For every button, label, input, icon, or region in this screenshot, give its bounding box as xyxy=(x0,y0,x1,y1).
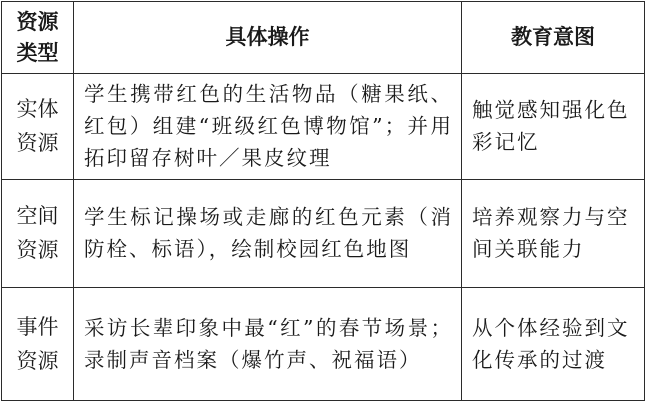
header-resource-type-line1: 资源 xyxy=(16,9,59,34)
table-header-row xyxy=(2,2,645,74)
header-resource-type xyxy=(2,2,74,74)
resource-type-line1: 实体 xyxy=(16,97,59,122)
operation-cell: 学生标记操场或走廊的红色元素（消防栓、标语），绘制校园红色地图 xyxy=(74,179,462,288)
resource-type-line2: 资源 xyxy=(16,131,59,156)
header-resource-type-line2: 类型 xyxy=(16,40,59,65)
table-row xyxy=(2,74,645,180)
resource-type-line1: 事件 xyxy=(16,315,59,340)
operation-cell: 采访长辈印象中最“红”的春节场景；录制声音档案（爆竹声、祝福语） xyxy=(74,288,462,401)
header-intent: 教育意图 xyxy=(462,2,645,74)
resource-type-line2: 资源 xyxy=(16,238,59,263)
operation-cell: 学生携带红色的生活物品（糖果纸、红包）组建“班级红色博物馆”；并用拓印留存树叶／果皮纹理 xyxy=(74,74,462,180)
resource-type-cell xyxy=(2,179,74,288)
resource-type-cell xyxy=(2,288,74,401)
intent-cell: 从个体经验到文化传承的过渡 xyxy=(462,288,645,401)
resource-type-cell xyxy=(2,74,74,180)
intent-cell: 触觉感知强化色彩记忆 xyxy=(462,74,645,180)
intent-cell: 培养观察力与空间关联能力 xyxy=(462,179,645,288)
resource-type-line1: 空间 xyxy=(16,204,59,229)
resource-type-line2: 资源 xyxy=(16,349,59,374)
table-row xyxy=(2,288,645,401)
table-row xyxy=(2,179,645,288)
header-operation: 具体操作 xyxy=(74,2,462,74)
resource-table xyxy=(1,1,645,401)
